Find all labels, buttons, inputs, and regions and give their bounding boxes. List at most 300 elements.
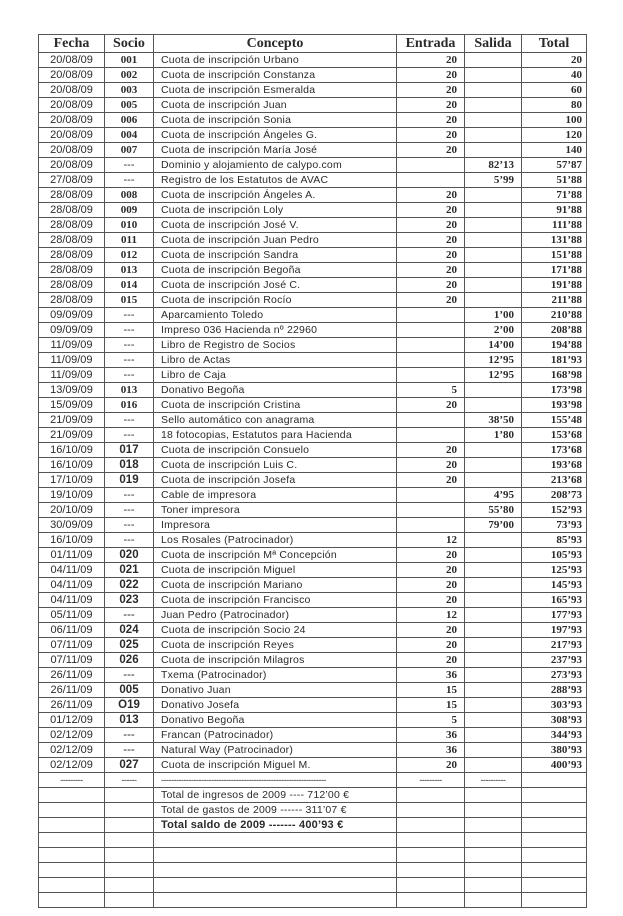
cell-salida: 79’00: [465, 518, 522, 533]
cell-fecha: 21/09/09: [39, 413, 105, 428]
table-row: [39, 623, 587, 638]
cell-concepto: Cuota de inscripción Reyes: [154, 638, 397, 653]
cell-total: 168’98: [522, 368, 587, 383]
cell-salida: 1’00: [465, 308, 522, 323]
cell-concepto: Donativo Juan: [154, 683, 397, 698]
cell-total: 211’88: [522, 293, 587, 308]
table-row: [39, 113, 587, 128]
cell-fecha: 26/11/09: [39, 698, 105, 713]
cell-entrada: 20: [397, 113, 465, 128]
cell-total: 171’88: [522, 263, 587, 278]
cell-entrada: 20: [397, 593, 465, 608]
cell-socio: 023: [105, 593, 154, 608]
cell-concepto: Cuota de inscripción Cristina: [154, 398, 397, 413]
cell-socio: 006: [105, 113, 154, 128]
cell-entrada: [397, 428, 465, 443]
table-row: [39, 278, 587, 293]
cell-fecha: 20/08/09: [39, 128, 105, 143]
cell-fecha: 21/09/09: [39, 428, 105, 443]
table-row: [39, 473, 587, 488]
cell-socio: ---: [105, 173, 154, 188]
cell-salida: [465, 653, 522, 668]
cell-socio: 007: [105, 143, 154, 158]
cell-concepto: Cuota de inscripción Miguel M.: [154, 758, 397, 773]
cell-fecha: 02/12/09: [39, 728, 105, 743]
header-socio: Socio: [105, 35, 154, 53]
cell-entrada: 20: [397, 458, 465, 473]
cell-fecha: 28/08/09: [39, 293, 105, 308]
cell-total: 85’93: [522, 533, 587, 548]
cell-concepto: Cuota de inscripción Sandra: [154, 248, 397, 263]
cell-entrada: 20: [397, 563, 465, 578]
blank-row: [39, 863, 587, 878]
cell-salida: [465, 713, 522, 728]
cell-concepto: Cuota de inscripción Miguel: [154, 563, 397, 578]
cell-fecha: 28/08/09: [39, 203, 105, 218]
cell-socio: 020: [105, 548, 154, 563]
cell-total: 57’87: [522, 158, 587, 173]
cell-salida: 38’50: [465, 413, 522, 428]
cell-fecha: 09/09/09: [39, 308, 105, 323]
cell-fecha: 11/09/09: [39, 368, 105, 383]
cell-fecha: 28/08/09: [39, 278, 105, 293]
cell-entrada: 20: [397, 83, 465, 98]
cell-entrada: [397, 308, 465, 323]
cell-fecha: 19/10/09: [39, 488, 105, 503]
cell-fecha: 20/08/09: [39, 113, 105, 128]
cell-total: 288’93: [522, 683, 587, 698]
cell-socio: 008: [105, 188, 154, 203]
cell-total: 213’68: [522, 473, 587, 488]
summary-gastos-row: [39, 803, 587, 818]
cell-concepto: Libro de Caja: [154, 368, 397, 383]
table-row: [39, 143, 587, 158]
cell-concepto: Aparcamiento Toledo: [154, 308, 397, 323]
cell-entrada: 20: [397, 443, 465, 458]
table-row: [39, 68, 587, 83]
cell-salida: [465, 533, 522, 548]
cell-fecha: 20/08/09: [39, 98, 105, 113]
cell-salida: [465, 473, 522, 488]
table-row: [39, 713, 587, 728]
cell-salida: 1’80: [465, 428, 522, 443]
cell-total: 344’93: [522, 728, 587, 743]
cell-socio: 013: [105, 713, 154, 728]
cell-salida: 82’13: [465, 158, 522, 173]
cell-total: 273’93: [522, 668, 587, 683]
table-row: [39, 383, 587, 398]
cell-socio: 014: [105, 278, 154, 293]
cell-socio: 010: [105, 218, 154, 233]
cell-socio: 016: [105, 398, 154, 413]
cell-total: 210’88: [522, 308, 587, 323]
table-row: [39, 533, 587, 548]
cell-total: 145’93: [522, 578, 587, 593]
cell-concepto: Donativo Begoña: [154, 713, 397, 728]
table-row: [39, 413, 587, 428]
cell-socio: ---: [105, 338, 154, 353]
cell-entrada: 20: [397, 473, 465, 488]
table-row: [39, 593, 587, 608]
header-row: [39, 35, 587, 53]
cell-concepto: Juan Pedro (Patrocinador): [154, 608, 397, 623]
cell-total: 194’88: [522, 338, 587, 353]
cell-total: 100: [522, 113, 587, 128]
cell-entrada: 20: [397, 263, 465, 278]
cell-entrada: 36: [397, 728, 465, 743]
cell-total: 91’88: [522, 203, 587, 218]
separator-row: [39, 773, 587, 788]
cell-total: 111’88: [522, 218, 587, 233]
total-ingresos: Total de ingresos de 2009 ---- 712’00 €: [154, 788, 397, 803]
separator-salida: ----------: [465, 773, 522, 788]
cell-concepto: Natural Way (Patrocinador): [154, 743, 397, 758]
table-row: [39, 638, 587, 653]
cell-entrada: [397, 158, 465, 173]
cell-socio: ---: [105, 428, 154, 443]
cell-socio: ---: [105, 608, 154, 623]
table-row: [39, 218, 587, 233]
cell-concepto: Cuota de inscripción Francisco: [154, 593, 397, 608]
cell-salida: [465, 683, 522, 698]
cell-fecha: 28/08/09: [39, 263, 105, 278]
cell-socio: ---: [105, 368, 154, 383]
cell-salida: [465, 233, 522, 248]
cell-salida: 14’00: [465, 338, 522, 353]
cell-salida: [465, 278, 522, 293]
cell-entrada: 20: [397, 638, 465, 653]
cell-salida: [465, 203, 522, 218]
cell-socio: 019: [105, 473, 154, 488]
ledger-footer: [39, 773, 587, 908]
cell-concepto: Cuota de inscripción Milagros: [154, 653, 397, 668]
blank-row: [39, 893, 587, 908]
cell-concepto: Cuota de inscripción Josefa: [154, 473, 397, 488]
cell-salida: [465, 758, 522, 773]
cell-fecha: 15/09/09: [39, 398, 105, 413]
total-gastos: Total de gastos de 2009 ------ 311’07 €: [154, 803, 397, 818]
cell-salida: [465, 68, 522, 83]
cell-total: 193’68: [522, 458, 587, 473]
cell-fecha: 30/09/09: [39, 518, 105, 533]
cell-socio: 004: [105, 128, 154, 143]
cell-concepto: Cuota de inscripción José C.: [154, 278, 397, 293]
cell-salida: [465, 248, 522, 263]
cell-concepto: Cuota de inscripción Consuelo: [154, 443, 397, 458]
cell-salida: [465, 458, 522, 473]
summary-ingresos-row: [39, 788, 587, 803]
cell-fecha: 05/11/09: [39, 608, 105, 623]
cell-total: 177’93: [522, 608, 587, 623]
cell-entrada: [397, 413, 465, 428]
cell-entrada: 36: [397, 668, 465, 683]
cell-total: 173’68: [522, 443, 587, 458]
cell-total: 208’88: [522, 323, 587, 338]
cell-total: 73’93: [522, 518, 587, 533]
cell-total: 400’93: [522, 758, 587, 773]
cell-entrada: [397, 368, 465, 383]
table-row: [39, 443, 587, 458]
cell-fecha: 11/09/09: [39, 338, 105, 353]
cell-socio: ---: [105, 518, 154, 533]
header-total: Total: [522, 35, 587, 53]
cell-socio: 027: [105, 758, 154, 773]
cell-total: 71’88: [522, 188, 587, 203]
cell-socio: 002: [105, 68, 154, 83]
cell-entrada: 20: [397, 68, 465, 83]
table-row: [39, 308, 587, 323]
cell-entrada: 5: [397, 713, 465, 728]
cell-entrada: 20: [397, 128, 465, 143]
table-row: [39, 668, 587, 683]
cell-total: 51’88: [522, 173, 587, 188]
cell-total: 303’93: [522, 698, 587, 713]
cell-total: 60: [522, 83, 587, 98]
cell-salida: [465, 608, 522, 623]
cell-salida: [465, 668, 522, 683]
header-salida: Salida: [465, 35, 522, 53]
cell-concepto: Cuota de inscripción Esmeralda: [154, 83, 397, 98]
cell-entrada: [397, 353, 465, 368]
blank-row: [39, 833, 587, 848]
total-saldo: Total saldo de 2009 ------- 400’93 €: [154, 818, 397, 833]
cell-socio: 013: [105, 383, 154, 398]
cell-entrada: 12: [397, 533, 465, 548]
cell-socio: ---: [105, 503, 154, 518]
cell-socio: ---: [105, 413, 154, 428]
cell-concepto: Cuota de inscripción Luis C.: [154, 458, 397, 473]
cell-total: 237’93: [522, 653, 587, 668]
cell-concepto: Cuota de inscripción Urbano: [154, 53, 397, 68]
cell-salida: [465, 578, 522, 593]
cell-salida: [465, 398, 522, 413]
cell-fecha: 07/11/09: [39, 638, 105, 653]
cell-socio: ---: [105, 728, 154, 743]
cell-total: 120: [522, 128, 587, 143]
cell-socio: 018: [105, 458, 154, 473]
cell-entrada: 36: [397, 743, 465, 758]
table-row: [39, 608, 587, 623]
cell-fecha: 28/08/09: [39, 233, 105, 248]
table-row: [39, 653, 587, 668]
table-row: [39, 248, 587, 263]
cell-salida: [465, 548, 522, 563]
cell-entrada: 20: [397, 203, 465, 218]
cell-socio: ---: [105, 533, 154, 548]
cell-socio: 021: [105, 563, 154, 578]
cell-salida: [465, 188, 522, 203]
cell-entrada: 20: [397, 53, 465, 68]
cell-fecha: 28/08/09: [39, 248, 105, 263]
cell-total: 181’93: [522, 353, 587, 368]
cell-salida: [465, 698, 522, 713]
table-row: [39, 368, 587, 383]
cell-entrada: 20: [397, 548, 465, 563]
cell-total: 153’68: [522, 428, 587, 443]
cell-total: 173’98: [522, 383, 587, 398]
cell-total: 308’93: [522, 713, 587, 728]
cell-fecha: 28/08/09: [39, 188, 105, 203]
table-row: [39, 263, 587, 278]
cell-entrada: 20: [397, 233, 465, 248]
separator-concepto: ------------------------------------------------------------------: [154, 773, 397, 788]
cell-fecha: 04/11/09: [39, 593, 105, 608]
cell-fecha: 02/12/09: [39, 743, 105, 758]
cell-concepto: Cuota de inscripción Juan Pedro: [154, 233, 397, 248]
cell-total: 140: [522, 143, 587, 158]
table-row: [39, 188, 587, 203]
cell-fecha: 20/08/09: [39, 68, 105, 83]
cell-total: 125’93: [522, 563, 587, 578]
header-concepto: Concepto: [154, 35, 397, 53]
cell-concepto: Libro de Registro de Socios: [154, 338, 397, 353]
cell-salida: [465, 53, 522, 68]
cell-concepto: Registro de los Estatutos de AVAC: [154, 173, 397, 188]
cell-fecha: 27/08/09: [39, 173, 105, 188]
cell-socio: 024: [105, 623, 154, 638]
cell-concepto: Cuota de inscripción Ángeles G.: [154, 128, 397, 143]
cash-ledger: [38, 34, 587, 908]
cell-concepto: Cuota de inscripción Sonia: [154, 113, 397, 128]
cell-fecha: 01/11/09: [39, 548, 105, 563]
cell-total: 105’93: [522, 548, 587, 563]
cell-entrada: 5: [397, 383, 465, 398]
cell-socio: ---: [105, 743, 154, 758]
cell-socio: ---: [105, 323, 154, 338]
cell-socio: 015: [105, 293, 154, 308]
cell-fecha: 20/08/09: [39, 143, 105, 158]
cell-salida: [465, 383, 522, 398]
table-row: [39, 578, 587, 593]
table-row: [39, 203, 587, 218]
cell-fecha: 28/08/09: [39, 218, 105, 233]
header-fecha: Fecha: [39, 35, 105, 53]
table-row: [39, 128, 587, 143]
cell-socio: 003: [105, 83, 154, 98]
cell-total: 165’93: [522, 593, 587, 608]
blank-row: [39, 848, 587, 863]
cell-fecha: 09/09/09: [39, 323, 105, 338]
cell-socio: ---: [105, 668, 154, 683]
table-row: [39, 488, 587, 503]
cell-fecha: 16/10/09: [39, 458, 105, 473]
cell-salida: [465, 83, 522, 98]
cell-fecha: 02/12/09: [39, 758, 105, 773]
blank-row: [39, 878, 587, 893]
cell-fecha: 20/10/09: [39, 503, 105, 518]
cell-total: 80: [522, 98, 587, 113]
cell-total: 152’93: [522, 503, 587, 518]
cell-salida: [465, 638, 522, 653]
cell-fecha: 04/11/09: [39, 563, 105, 578]
cell-entrada: 20: [397, 188, 465, 203]
cell-fecha: 16/10/09: [39, 533, 105, 548]
cell-fecha: 13/09/09: [39, 383, 105, 398]
table-row: [39, 98, 587, 113]
cell-concepto: Sello automático con anagrama: [154, 413, 397, 428]
cell-fecha: 26/11/09: [39, 668, 105, 683]
cell-total: 131’88: [522, 233, 587, 248]
cell-concepto: Cuota de inscripción Begoña: [154, 263, 397, 278]
cell-socio: ---: [105, 488, 154, 503]
separator-fecha: ---------: [39, 773, 105, 788]
cell-entrada: [397, 323, 465, 338]
table-row: [39, 173, 587, 188]
table-row: [39, 518, 587, 533]
cell-concepto: Cuota de inscripción Ángeles A.: [154, 188, 397, 203]
table-row: [39, 233, 587, 248]
cell-fecha: 06/11/09: [39, 623, 105, 638]
cell-salida: 12’95: [465, 353, 522, 368]
cell-concepto: Cuota de inscripción José V.: [154, 218, 397, 233]
cell-socio: ---: [105, 158, 154, 173]
cell-total: 208’73: [522, 488, 587, 503]
table-row: [39, 338, 587, 353]
cell-salida: [465, 218, 522, 233]
cell-fecha: 17/10/09: [39, 473, 105, 488]
cell-salida: 12’95: [465, 368, 522, 383]
table-row: [39, 503, 587, 518]
cell-socio: ---: [105, 353, 154, 368]
cell-entrada: 15: [397, 683, 465, 698]
cell-socio: ---: [105, 308, 154, 323]
table-row: [39, 563, 587, 578]
cell-concepto: Impreso 036 Hacienda nº 22960: [154, 323, 397, 338]
cell-fecha: 04/11/09: [39, 578, 105, 593]
cell-entrada: 20: [397, 758, 465, 773]
cell-fecha: 20/08/09: [39, 53, 105, 68]
cell-socio: O19: [105, 698, 154, 713]
cell-salida: [465, 293, 522, 308]
cell-salida: [465, 443, 522, 458]
cell-salida: 2’00: [465, 323, 522, 338]
cell-entrada: 20: [397, 98, 465, 113]
table-row: [39, 743, 587, 758]
cell-entrada: 20: [397, 623, 465, 638]
cell-fecha: 20/08/09: [39, 158, 105, 173]
cell-entrada: [397, 488, 465, 503]
cell-socio: 009: [105, 203, 154, 218]
cell-socio: 017: [105, 443, 154, 458]
cell-entrada: 20: [397, 578, 465, 593]
cell-concepto: Txema (Patrocinador): [154, 668, 397, 683]
cell-salida: [465, 728, 522, 743]
cell-concepto: Cuota de inscripción Juan: [154, 98, 397, 113]
cell-total: 155’48: [522, 413, 587, 428]
summary-saldo-row: [39, 818, 587, 833]
cell-concepto: Impresora: [154, 518, 397, 533]
table-row: [39, 428, 587, 443]
cell-total: 217’93: [522, 638, 587, 653]
cell-salida: 55’80: [465, 503, 522, 518]
table-row: [39, 758, 587, 773]
cell-concepto: Cable de impresora: [154, 488, 397, 503]
cell-total: 380’93: [522, 743, 587, 758]
cell-entrada: 20: [397, 248, 465, 263]
separator-socio: ------: [105, 773, 154, 788]
table-row: [39, 548, 587, 563]
cell-concepto: Cuota de inscripción Loly: [154, 203, 397, 218]
cell-total: 197’93: [522, 623, 587, 638]
cell-salida: 5’99: [465, 173, 522, 188]
cell-socio: 005: [105, 683, 154, 698]
cell-fecha: 20/08/09: [39, 83, 105, 98]
cell-entrada: 15: [397, 698, 465, 713]
cell-concepto: 18 fotocopias, Estatutos para Hacienda: [154, 428, 397, 443]
cell-concepto: Cuota de inscripción Constanza: [154, 68, 397, 83]
cell-salida: [465, 563, 522, 578]
cell-entrada: 20: [397, 278, 465, 293]
